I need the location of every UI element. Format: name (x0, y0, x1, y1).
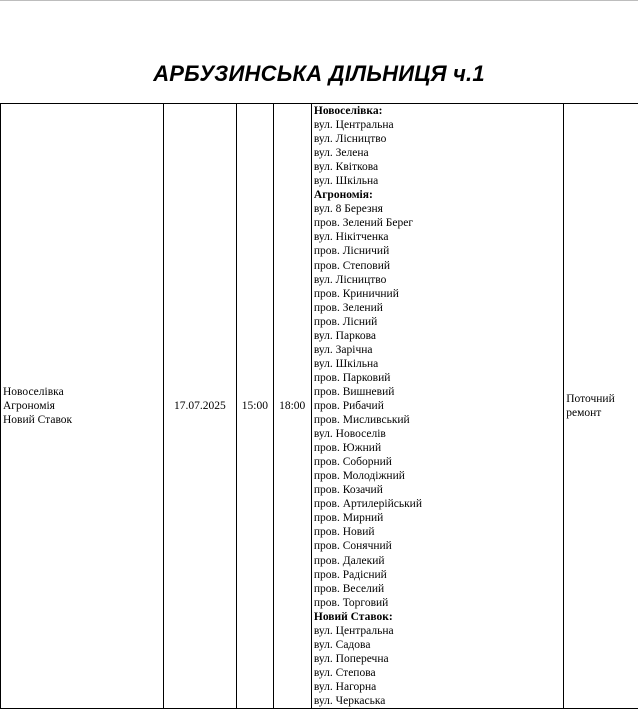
street-item: пров. Зелений (313, 301, 383, 314)
street-item: вул. Степова (313, 666, 376, 679)
settlement-heading: Агрономія: (313, 189, 373, 202)
settlement-name: Новоселівка (3, 385, 64, 398)
settlements-cell (1, 104, 164, 709)
street-item: вул. Нагорна (313, 680, 377, 693)
street-item: вул. Шкільна (313, 357, 379, 370)
street-item: пров. Далекий (313, 554, 385, 567)
table-row (1, 104, 638, 709)
start-time-cell: 15:00 (237, 104, 273, 709)
street-item: пров. Степовий (313, 259, 391, 272)
outage-schedule-table (0, 103, 638, 709)
street-item: пров. Козачий (313, 484, 383, 497)
settlement-name: Новий Ставок (3, 414, 73, 427)
street-item: пров. Мисливський (313, 414, 410, 427)
street-item: вул. Зелена (313, 147, 369, 160)
date-cell: 17.07.2025 (163, 104, 237, 709)
street-item: пров. Артилерійський (313, 498, 422, 511)
street-item: пров. Соборний (313, 456, 392, 469)
street-item: вул. Лісництво (313, 133, 387, 146)
street-item: пров. Сонячний (313, 540, 392, 553)
street-item: пров. Вишневий (313, 385, 395, 398)
street-item: вул. Новоселів (313, 428, 386, 441)
street-item: вул. Квіткова (313, 161, 379, 174)
street-item: пров. Южний (313, 442, 382, 455)
work-type-line: ремонт (566, 407, 602, 419)
street-item: вул. 8 Березня (313, 203, 383, 216)
street-item: вул. Центральна (313, 119, 394, 132)
settlement-heading: Новоселівка: (313, 105, 383, 117)
street-item: вул. Паркова (313, 329, 376, 342)
street-item: пров. Криничний (313, 287, 399, 300)
street-item: пров. Веселий (313, 582, 385, 595)
street-item: вул. Центральна (313, 624, 394, 637)
street-item: пров. Радісний (313, 568, 387, 581)
street-item: пров. Новий (313, 526, 375, 539)
top-rule (0, 0, 638, 1)
street-item: вул. Зарічна (313, 343, 373, 356)
settlement-heading: Новий Ставок: (313, 610, 393, 623)
street-item: пров. Рибачий (313, 399, 384, 412)
street-item: пров. Парковий (313, 371, 391, 384)
street-item: пров. Лісничий (313, 245, 390, 258)
streets-cell (311, 104, 563, 709)
settlement-name: Агрономія (3, 399, 55, 412)
street-item: пров. Торговий (313, 596, 389, 609)
page-title: АРБУЗИНСЬКА ДІЛЬНИЦЯ ч.1 (153, 61, 485, 86)
street-item: вул. Лісництво (313, 273, 387, 286)
street-item: вул. Шкільна (313, 175, 379, 188)
work-type-cell (564, 104, 638, 709)
work-type-line: Поточний (566, 392, 615, 405)
street-item: вул. Черкаська (313, 694, 386, 707)
street-item: пров. Лісний (313, 315, 378, 328)
street-item: пров. Мирний (313, 512, 384, 525)
end-time-cell: 18:00 (273, 104, 311, 709)
street-item: вул. Нікітченка (313, 231, 389, 244)
street-item: вул. Поперечна (313, 652, 389, 665)
street-item: вул. Садова (313, 638, 371, 651)
street-item: пров. Зелений Берег (313, 217, 414, 230)
street-item: пров. Молодіжний (313, 470, 405, 483)
